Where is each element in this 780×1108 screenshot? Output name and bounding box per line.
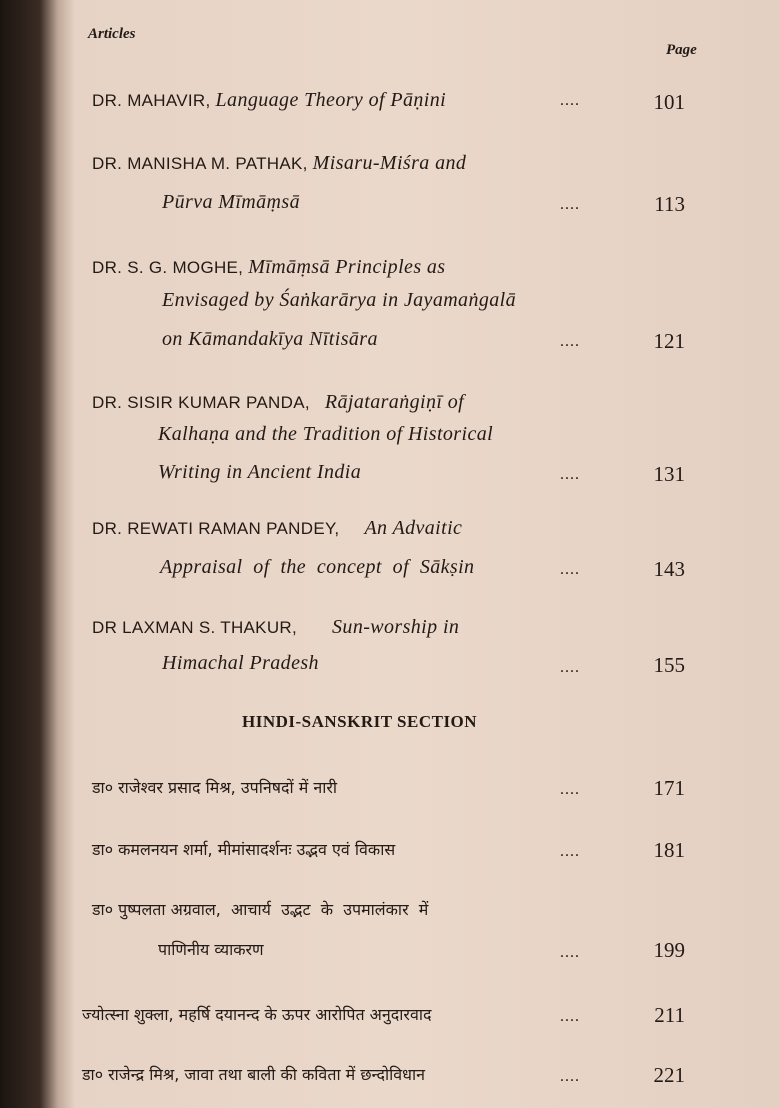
author: DR LAXMAN S. THAKUR, — [92, 618, 298, 637]
article-title: Sun-worship in — [332, 616, 460, 638]
article-title-cont: on Kāmandakīya Nītisāra — [162, 328, 378, 350]
article-title-cont: Envisaged by Śaṅkarārya in Jayamaṅgalā — [162, 289, 517, 311]
page-number: 199 — [653, 938, 685, 962]
leader-dots: .... — [560, 196, 580, 213]
leader-dots: .... — [560, 944, 580, 961]
hindi-entry-text: डा० पुष्पलता अग्रवाल, आचार्य उद्भट के उपमालंकार में — [92, 900, 429, 919]
page-number: 131 — [653, 462, 685, 486]
leader-dots: .... — [560, 92, 580, 109]
leader-dots: .... — [560, 466, 580, 483]
article-title-cont: Kalhaṇa and the Tradition of Historical — [158, 423, 494, 445]
article-title: Misaru-Miśra and — [312, 152, 467, 174]
leader-dots: .... — [560, 659, 580, 676]
page-column-label: Page — [666, 42, 697, 58]
author: DR. MANISHA M. PATHAK, — [92, 154, 308, 173]
author: DR. MAHAVIR, — [92, 91, 211, 110]
leader-dots: .... — [560, 781, 580, 798]
article-title-cont: Himachal Pradesh — [162, 652, 319, 674]
leader-dots: .... — [560, 843, 580, 860]
article-title-cont: Appraisal of the concept of Sākṣin — [160, 556, 475, 578]
author: DR. S. G. MOGHE, — [92, 258, 244, 277]
page-number: 155 — [653, 653, 685, 677]
leader-dots: .... — [560, 1008, 580, 1025]
leader-dots: .... — [560, 1068, 580, 1085]
hindi-entry-text: डा० राजेन्द्र मिश्र, जावा तथा बाली की कविता में छन्दोविधान — [82, 1065, 426, 1084]
article-title: An Advaitic — [364, 517, 463, 539]
page-number: 121 — [653, 329, 685, 353]
page-number: 211 — [654, 1003, 685, 1027]
article-title: Mīmāṃsā Principles as — [248, 256, 446, 278]
hindi-entry-text-cont: पाणिनीय व्याकरण — [158, 940, 264, 959]
author: DR. REWATI RAMAN PANDEY, — [92, 519, 340, 538]
hindi-entry-text: डा० कमलनयन शर्मा, मीमांसादर्शनः उद्भव एवं विकास — [92, 840, 396, 859]
page-number: 171 — [653, 776, 685, 800]
article-title: Rājataraṅgiṇī of — [324, 391, 465, 413]
article-title: Language Theory of Pāṇini — [215, 89, 447, 111]
leader-dots: .... — [560, 333, 580, 350]
page-number: 101 — [653, 90, 685, 114]
hindi-entry-text: डा० राजेश्वर प्रसाद मिश्र, उपनिषदों में नारी — [92, 778, 338, 797]
page-number: 221 — [653, 1063, 685, 1087]
page-number: 181 — [653, 838, 685, 862]
section-heading: HINDI-SANSKRIT SECTION — [242, 712, 478, 731]
page-number: 143 — [653, 557, 685, 581]
article-title-cont: Writing in Ancient India — [158, 461, 362, 483]
article-title-cont: Pūrva Mīmāṃsā — [162, 191, 300, 213]
page-number: 113 — [654, 192, 685, 216]
leader-dots: .... — [560, 561, 580, 578]
author: DR. SISIR KUMAR PANDA, — [92, 393, 310, 412]
hindi-entry-text: ज्योत्स्ना शुक्ला, महर्षि दयानन्द के ऊपर आरोपित अनुदारवाद — [82, 1005, 432, 1024]
articles-label: Articles — [88, 26, 136, 42]
